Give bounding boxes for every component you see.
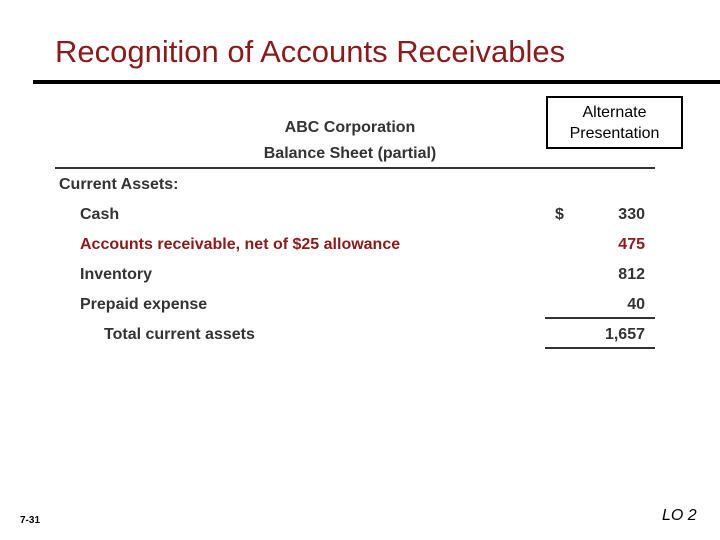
- row-label-prepaid-expense: Prepaid expense: [80, 296, 208, 313]
- callout-line-1: Alternate: [582, 103, 647, 121]
- row-value-inventory: 812: [618, 266, 645, 283]
- row-value-total-current-assets: 1,657: [604, 326, 645, 343]
- callout-line-2: Presentation: [569, 124, 660, 142]
- row-label-accounts-receivable: Accounts receivable, net of $25 allowance: [80, 236, 401, 253]
- currency-symbol: $: [555, 206, 564, 223]
- row-value-cash: 330: [618, 206, 645, 223]
- subtotal-rule: [545, 317, 655, 319]
- title-divider: [33, 80, 720, 84]
- row-value-prepaid-expense: 40: [627, 296, 645, 313]
- statement-name: Balance Sheet (partial): [263, 145, 437, 162]
- total-rule: [545, 347, 655, 349]
- statement-header-rule: [55, 167, 655, 169]
- alternate-presentation-callout: [546, 96, 683, 149]
- row-label-total-current-assets: Total current assets: [104, 326, 255, 343]
- company-name: ABC Corporation: [284, 119, 416, 136]
- slide-title: Recognition of Accounts Receivables: [55, 34, 566, 69]
- row-value-accounts-receivable: 475: [618, 236, 645, 253]
- section-heading: Current Assets:: [59, 176, 179, 193]
- row-label-inventory: Inventory: [80, 266, 153, 283]
- learning-objective-label: LO 2: [662, 507, 697, 524]
- row-label-cash: Cash: [80, 206, 120, 223]
- slide-number: 7-31: [20, 515, 41, 526]
